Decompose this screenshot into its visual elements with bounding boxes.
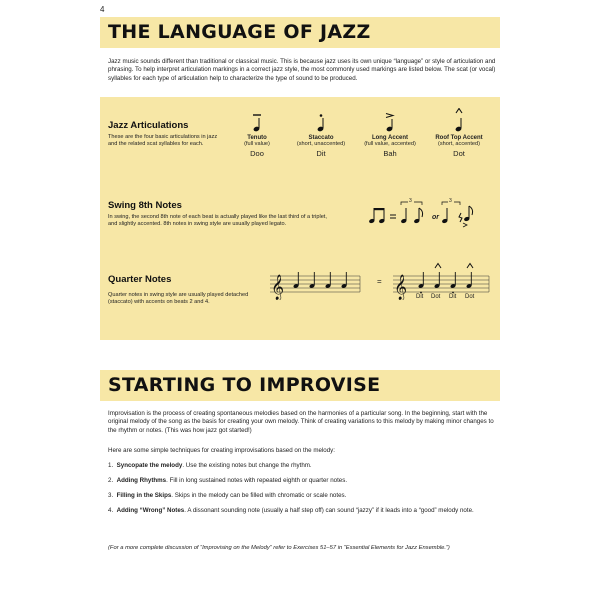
list-text: . Fill in long sustained notes with repeated eighth or quarter notes. — [166, 477, 348, 484]
articulation-desc: (full value) — [244, 141, 270, 147]
list-bold: Adding “Wrong” Notes — [116, 507, 185, 514]
list-text: . A dissonant sounding note (usually a half step off) can sound “jazzy” if it leads into a “good” melody note. — [184, 507, 474, 514]
list-item — [108, 507, 498, 514]
triplet-mark: 3 — [409, 198, 412, 204]
list-bold: Adding Rhythms — [116, 477, 167, 484]
list-item — [108, 462, 498, 469]
articulation-tenuto — [227, 113, 287, 158]
intro-paragraph: Jazz music sounds different than traditional or classical music. This is because jazz uses its own unique “language” or style of articulation and phrasing. To help interpret articulation markings in a correct jazz style, the most commonly used markings are listed below. The scat (or vocal) syllables for each type of articulation help to characterize the type of sound to be produced. — [108, 58, 496, 82]
svg-text:𝄞: 𝄞 — [271, 275, 285, 300]
list-number: 3. — [108, 492, 114, 499]
quarter-syllable: Dot — [465, 294, 475, 300]
list-item — [108, 477, 498, 484]
page-number: 4 — [100, 5, 105, 14]
list-text: . Use the existing notes but change the rhythm. — [182, 462, 312, 469]
list-number: 4. — [108, 507, 114, 514]
section-title: STARTING TO IMPROVISE — [108, 374, 381, 396]
swing-8th-notes-heading: Swing 8th Notes — [108, 200, 182, 211]
articulation-long-accent — [360, 113, 420, 158]
quarter-notes-desc: Quarter notes in swing style are usually played detached (staccato) with accents on beats 2 and 4. — [108, 292, 249, 306]
quarter-notes-swing-staff-icon — [393, 262, 491, 300]
articulation-syllable: Doo — [250, 149, 264, 158]
list-number: 2. — [108, 477, 114, 484]
equals-sign: = — [377, 277, 382, 286]
quarter-syllable: Dot — [431, 294, 441, 300]
quarter-notes-staff-icon — [270, 268, 362, 300]
jazz-articulations-desc: These are the four basic articulations in jazz and the related scat syllables for each. — [108, 134, 218, 148]
list-bold: Filling in the Skips — [116, 492, 172, 499]
quarter-notes-section — [108, 274, 268, 306]
list-text: . Skips in the melody can be filled with chromatic or scale notes. — [171, 492, 347, 499]
articulation-name: Staccato — [308, 135, 334, 141]
swing-notation-icon — [368, 198, 480, 232]
triplet-mark: 3 — [449, 198, 452, 204]
articulation-desc: (full value, accented) — [364, 141, 416, 147]
svg-text:𝄞: 𝄞 — [394, 275, 408, 300]
techniques-intro: Here are some simple techniques for creating improvisations based on the melody: — [108, 447, 335, 454]
section-banner-starting-to-improvise — [100, 370, 500, 401]
improvise-paragraph: Improvisation is the process of creating spontaneous melodies based on the harmonies of a particular song. In the beginning, start with the original melody of the song as the basis for creating your own melody. Think of creating variations to this melody by making minor changes to the rhythm or notes. (This was how jazz got started!) — [108, 410, 494, 434]
quarter-syllable: Dit — [449, 294, 457, 300]
rooftop-accent-note-icon — [452, 108, 466, 133]
articulation-rooftop-accent — [429, 108, 489, 158]
articulation-syllable: Dot — [453, 149, 465, 158]
long-accent-note-icon — [383, 113, 397, 133]
swing-8th-notes-section — [108, 200, 333, 228]
quarter-notes-heading: Quarter Notes — [108, 274, 172, 285]
or-label: or — [432, 214, 439, 221]
articulation-desc: (short, accented) — [438, 141, 480, 147]
articulation-name: Long Accent — [371, 135, 409, 141]
articulation-syllable: Bah — [383, 149, 397, 158]
tenuto-note-icon — [250, 113, 264, 133]
jazz-articulations-section — [108, 120, 218, 148]
swing-8th-notes-desc: In swing, the second 8th note of each beat is actually played like the last third of a triplet, and slightly accented. 8th notes in swing style are usually played legato. — [108, 214, 327, 228]
staccato-note-icon — [314, 113, 328, 133]
list-item — [108, 492, 498, 499]
section-title: THE LANGUAGE OF JAZZ — [108, 21, 371, 43]
articulation-desc: (short, unaccented) — [296, 141, 346, 147]
section-banner-language-of-jazz — [100, 17, 500, 48]
articulation-name: Roof Top Accent — [435, 135, 483, 141]
articulation-name: Tenuto — [247, 135, 267, 141]
quarter-syllable: Dit — [416, 294, 424, 300]
list-bold: Syncopate the melody — [116, 462, 183, 469]
articulation-syllable: Dit — [316, 149, 326, 158]
jazz-articulations-heading: Jazz Articulations — [108, 120, 189, 131]
footnote: (For a more complete discussion of “Improvising on the Melody” refer to Exercises 51–57 in “Essential Elements for Jazz Ensemble.”) — [108, 545, 450, 551]
articulation-staccato — [291, 113, 351, 158]
list-number: 1. — [108, 462, 114, 469]
